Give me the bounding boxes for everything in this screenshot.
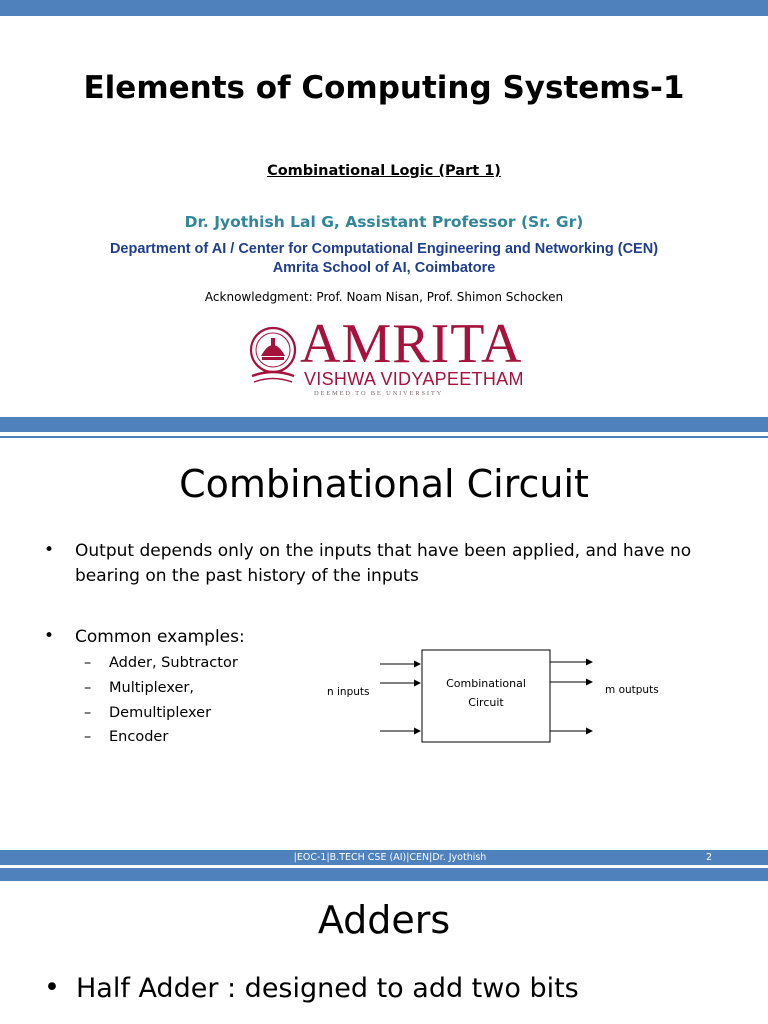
slide-title: Elements of Computing Systems-1 — [83, 70, 685, 106]
outputs-label: m outputs — [605, 684, 659, 696]
sub-bullet-marker: – — [84, 655, 92, 671]
logo-tagline: DEEMED TO BE UNIVERSITY — [314, 390, 444, 397]
department-line-1: Department of AI / Center for Computational Engineering and Networking (CEN) — [109, 241, 659, 257]
author-line: Dr. Jyothish Lal G, Assistant Professor (Sr. Gr) — [184, 213, 584, 231]
bullet-marker: • — [44, 626, 55, 646]
bullet-text: Output depends only on the inputs that have been applied, and have no bearing on the past history of the inputs — [75, 541, 692, 586]
slide-divider — [0, 436, 768, 438]
sub-bullet-marker: – — [84, 680, 92, 696]
example-item: Multiplexer, — [109, 680, 194, 696]
amrita-emblem-icon — [248, 324, 298, 390]
slide1-bottom-bar — [0, 417, 768, 432]
example-item: Encoder — [109, 729, 169, 745]
slide-subtitle: Combinational Logic (Part 1) — [267, 163, 501, 179]
example-item: Demultiplexer — [109, 705, 212, 721]
department-line-2: Amrita School of AI, Coimbatore — [272, 260, 496, 276]
bullet-text: Half Adder : designed to add two bits — [76, 973, 579, 1004]
slide-title: Combinational Circuit — [179, 462, 589, 506]
example-item: Adder, Subtractor — [109, 655, 238, 671]
top-accent-bar — [0, 0, 768, 16]
acknowledgment: Acknowledgment: Prof. Noam Nisan, Prof. Shimon Schocken — [204, 290, 564, 304]
bullet-marker: • — [44, 972, 60, 1003]
slide3-top-bar — [0, 868, 768, 881]
circuit-box-label-1: Combinational — [446, 677, 526, 690]
circuit-box-label-2: Circuit — [468, 696, 504, 709]
amrita-logo — [248, 313, 538, 400]
bullet-marker: • — [44, 540, 55, 560]
logo-wordmark: AMRITA — [300, 313, 523, 375]
page-number: 2 — [706, 852, 713, 863]
logo-subname: VISHWA VIDYAPEETHAM — [304, 369, 524, 389]
inputs-label: n inputs — [327, 686, 370, 698]
combinational-circuit-diagram — [325, 640, 665, 750]
sub-bullet-marker: – — [84, 729, 92, 745]
bullet-text: Common examples: — [75, 627, 245, 647]
slide-footer: |EOC-1|B.TECH CSE (AI)|CEN|Dr. Jyothish — [293, 852, 487, 863]
sub-bullet-marker: – — [84, 705, 92, 721]
slide-title: Adders — [317, 898, 451, 942]
